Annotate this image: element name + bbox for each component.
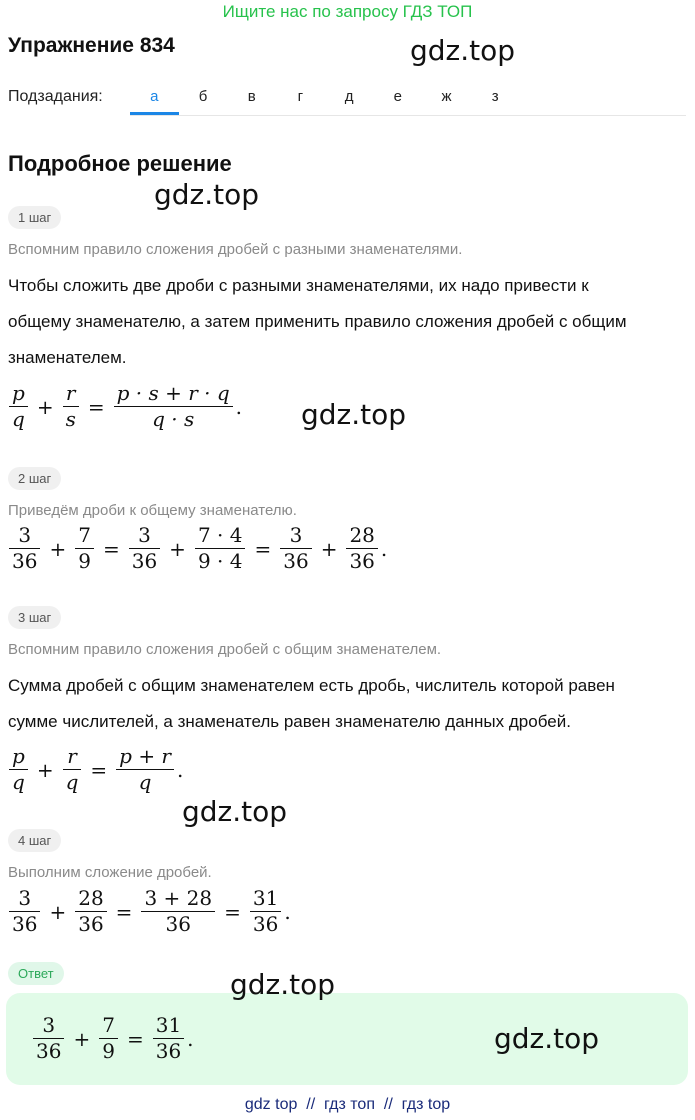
footer-links[interactable]: gdz top // гдз топ // гдз top (244, 1096, 451, 1113)
tab-g[interactable]: г (297, 88, 304, 105)
denominator: 36 (12, 549, 38, 573)
solution-heading: Подробное решение (8, 151, 232, 176)
denominator: s (65, 407, 76, 431)
denominator: q (12, 407, 25, 431)
numerator: 3 (18, 886, 32, 910)
watermark: gdz.top (182, 795, 288, 828)
denominator: 9 (102, 1039, 115, 1063)
watermark: gdz.top (154, 178, 260, 211)
text-line: общему знаменателю, а затем применить правило сложения дробей с общим (8, 312, 627, 331)
numerator: r (65, 381, 76, 405)
step-hint: Вспомним правило сложения дробей с общим знаменателем. (8, 641, 442, 658)
period: . (235, 394, 243, 419)
numerator: 31 (252, 886, 279, 910)
operator: + (73, 1026, 91, 1051)
formula (6, 744, 183, 795)
denominator: 36 (349, 549, 375, 573)
formula (6, 886, 291, 937)
denominator: 36 (252, 912, 279, 936)
subtasks-label: Подзадания: (8, 88, 103, 105)
operator: = (102, 536, 120, 561)
operator: = (90, 757, 108, 782)
denominator: 36 (12, 912, 38, 936)
numerator: 3 (289, 523, 303, 547)
numerator: 3 (42, 1013, 56, 1037)
watermark: gdz.top (410, 34, 516, 67)
operator: + (320, 536, 338, 561)
step-badge: 4 шаг (8, 829, 61, 852)
denominator: 36 (131, 549, 158, 573)
operator: = (224, 899, 241, 924)
operator: = (115, 899, 133, 924)
numerator: 3 (138, 523, 151, 547)
step-badge: 2 шаг (8, 467, 61, 490)
numerator: 7 (102, 1013, 115, 1037)
period: . (187, 1026, 194, 1051)
denominator: q (65, 770, 79, 794)
tab-d[interactable]: д (344, 88, 354, 105)
numerator: 31 (155, 1013, 182, 1037)
top-banner: Ищите нас по запросу ГДЗ ТОП (222, 2, 473, 21)
period: . (284, 899, 291, 924)
tab-z[interactable]: з (491, 88, 499, 105)
period: . (380, 536, 388, 561)
formula (6, 523, 387, 574)
denominator: 9 (78, 549, 91, 573)
watermark: gdz.top (494, 1022, 600, 1055)
denominator: 36 (78, 912, 104, 936)
text-line: знаменателем. (8, 348, 127, 367)
numerator: p (12, 381, 25, 405)
step-badge: 1 шаг (8, 206, 61, 229)
watermark: gdz.top (230, 968, 336, 1001)
tab-v[interactable]: в (247, 88, 256, 105)
numerator: 7 (78, 523, 91, 547)
tabs-divider (130, 115, 686, 116)
numerator: r (67, 744, 77, 768)
numerator: 3 + 28 (144, 886, 213, 910)
subtask-tabs (130, 80, 520, 115)
step-hint: Выполним сложение дробей. (8, 864, 212, 881)
tab-zh[interactable]: ж (441, 88, 452, 105)
tab-b[interactable]: б (198, 88, 208, 105)
step-badge: 3 шаг (8, 606, 61, 629)
denominator: 36 (155, 1039, 182, 1063)
answer-badge: Ответ (8, 962, 64, 985)
text-line: сумме числителей, а знаменатель равен знаменателю данных дробей. (8, 712, 571, 731)
text-line: Сумма дробей с общим знаменателем есть дробь, числитель которой равен (8, 676, 615, 695)
denominator: q · s (152, 407, 195, 431)
denominator: 36 (36, 1039, 62, 1063)
denominator: q (138, 770, 152, 794)
operator: = (126, 1026, 144, 1051)
numerator: 28 (78, 886, 104, 910)
operator: + (36, 757, 54, 782)
operator: = (87, 394, 105, 419)
page-title: Упражнение 834 (8, 34, 175, 57)
numerator: 3 (18, 523, 32, 547)
numerator: 28 (349, 523, 375, 547)
denominator: 36 (165, 912, 191, 936)
watermark: gdz.top (301, 398, 407, 431)
step-hint: Приведём дроби к общему знаменателю. (8, 502, 297, 519)
numerator: p (12, 744, 25, 768)
step-text (8, 668, 688, 740)
denominator: q (12, 770, 25, 794)
operator: + (169, 536, 186, 561)
tab-a[interactable]: а (130, 80, 179, 115)
tab-e[interactable]: е (393, 88, 402, 105)
text-line: Чтобы сложить две дроби с разными знаменателями, их надо привести к (8, 276, 589, 295)
answer-formula (30, 1013, 194, 1064)
operator: + (49, 899, 67, 924)
operator: + (49, 536, 67, 561)
denominator: 36 (283, 549, 309, 573)
numerator: p + r (119, 744, 171, 768)
formula (6, 381, 242, 432)
period: . (177, 757, 184, 782)
numerator: 7 · 4 (197, 523, 243, 547)
numerator: p · s + r · q (116, 381, 230, 405)
operator: + (36, 394, 54, 419)
denominator: 9 · 4 (197, 549, 243, 573)
step-text (8, 268, 688, 376)
step-hint: Вспомним правило сложения дробей с разными знаменателями. (8, 241, 463, 258)
operator: = (254, 536, 272, 561)
